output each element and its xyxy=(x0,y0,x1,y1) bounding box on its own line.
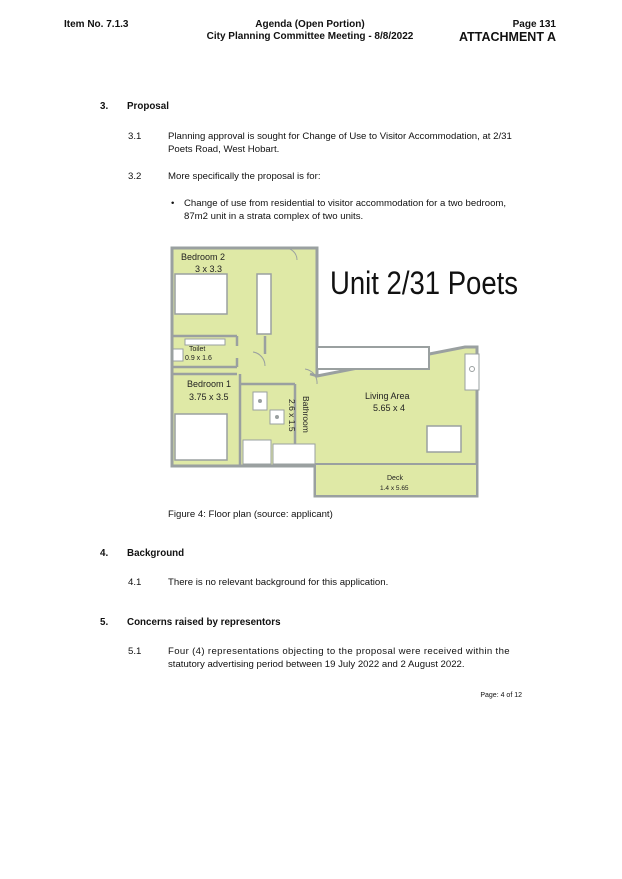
header-meeting: City Planning Committee Meeting - 8/8/2022 xyxy=(206,31,414,42)
living-top-cabinet xyxy=(317,347,429,369)
para-5-1-line2: statutory advertising period between 19 July 2022 and 2 August 2022. xyxy=(168,659,465,670)
para-3-1-line1: Planning approval is sought for Change of Use to Visitor Accommodation, at 2/31 xyxy=(168,131,512,142)
room-bathroom-name: Bathroom xyxy=(301,396,311,433)
bed-bedroom-2 xyxy=(175,274,227,314)
room-living-size: 5.65 x 4 xyxy=(373,403,406,413)
bed-bedroom-1 xyxy=(175,414,227,460)
section-4-number: 4. xyxy=(100,548,109,559)
para-5-1-number: 5.1 xyxy=(128,646,142,657)
section-3-title: Proposal xyxy=(127,101,169,112)
room-bathroom-size: 2.6 x 1.5 xyxy=(287,399,297,432)
section-5-title: Concerns raised by representors xyxy=(127,617,281,628)
para-3-1-line2: Poets Road, West Hobart. xyxy=(168,144,280,155)
wardrobe-bedroom-2 xyxy=(257,274,271,334)
header-agenda: Agenda (Open Portion) xyxy=(255,19,365,30)
bathtub xyxy=(273,444,315,464)
header-attachment: ATTACHMENT A xyxy=(459,30,556,44)
laundry-tub xyxy=(243,440,271,464)
bullet-line1: Change of use from residential to visitor accommodation for a two bedroom, xyxy=(184,198,507,209)
room-toilet-size: 0.9 x 1.6 xyxy=(185,355,212,362)
floor-plan-title: Unit 2/31 Poets xyxy=(330,265,518,301)
bullet-item xyxy=(184,197,529,223)
para-5-1 xyxy=(168,645,528,671)
living-table xyxy=(427,426,461,452)
room-deck-size: 1.4 x 5.65 xyxy=(380,485,409,492)
room-bedroom-2-name: Bedroom 2 xyxy=(181,252,226,262)
para-5-1-line1: Four (4) representations objecting to the proposal were received within the xyxy=(168,646,510,657)
room-deck-name: Deck xyxy=(387,475,403,482)
room-toilet-name: Toilet xyxy=(189,346,206,353)
section-5-number: 5. xyxy=(100,617,109,628)
bullet-icon: • xyxy=(171,198,175,209)
header-item-no: Item No. 7.1.3 xyxy=(64,19,129,30)
header-page: Page 131 xyxy=(512,19,556,30)
figure-caption: Figure 4: Floor plan (source: applicant) xyxy=(168,509,333,520)
room-bedroom-1-size: 3.75 x 3.5 xyxy=(189,392,229,402)
section-3-number: 3. xyxy=(100,101,109,112)
floor-plan xyxy=(165,244,525,500)
bathroom-basin-drain xyxy=(258,399,262,403)
section-4-title: Background xyxy=(127,548,185,559)
para-4-1: There is no relevant background for this application. xyxy=(168,577,389,588)
para-3-1 xyxy=(168,130,528,156)
para-3-1-number: 3.1 xyxy=(128,131,142,142)
room-bedroom-1-name: Bedroom 1 xyxy=(187,379,232,389)
room-living-name: Living Area xyxy=(365,391,410,401)
toilet-fixture xyxy=(173,349,183,361)
para-3-2-number: 3.2 xyxy=(128,171,142,182)
bullet-line2: 87m2 unit in a strata complex of two units. xyxy=(184,211,364,222)
room-bedroom-2-size: 3 x 3.3 xyxy=(195,264,223,274)
footer-page-label: Page: 4 of 12 xyxy=(480,692,522,699)
toilet-vanity xyxy=(185,339,225,345)
para-3-2: More specifically the proposal is for: xyxy=(168,171,321,182)
bathroom-toilet-drain xyxy=(275,415,279,419)
para-4-1-number: 4.1 xyxy=(128,577,142,588)
